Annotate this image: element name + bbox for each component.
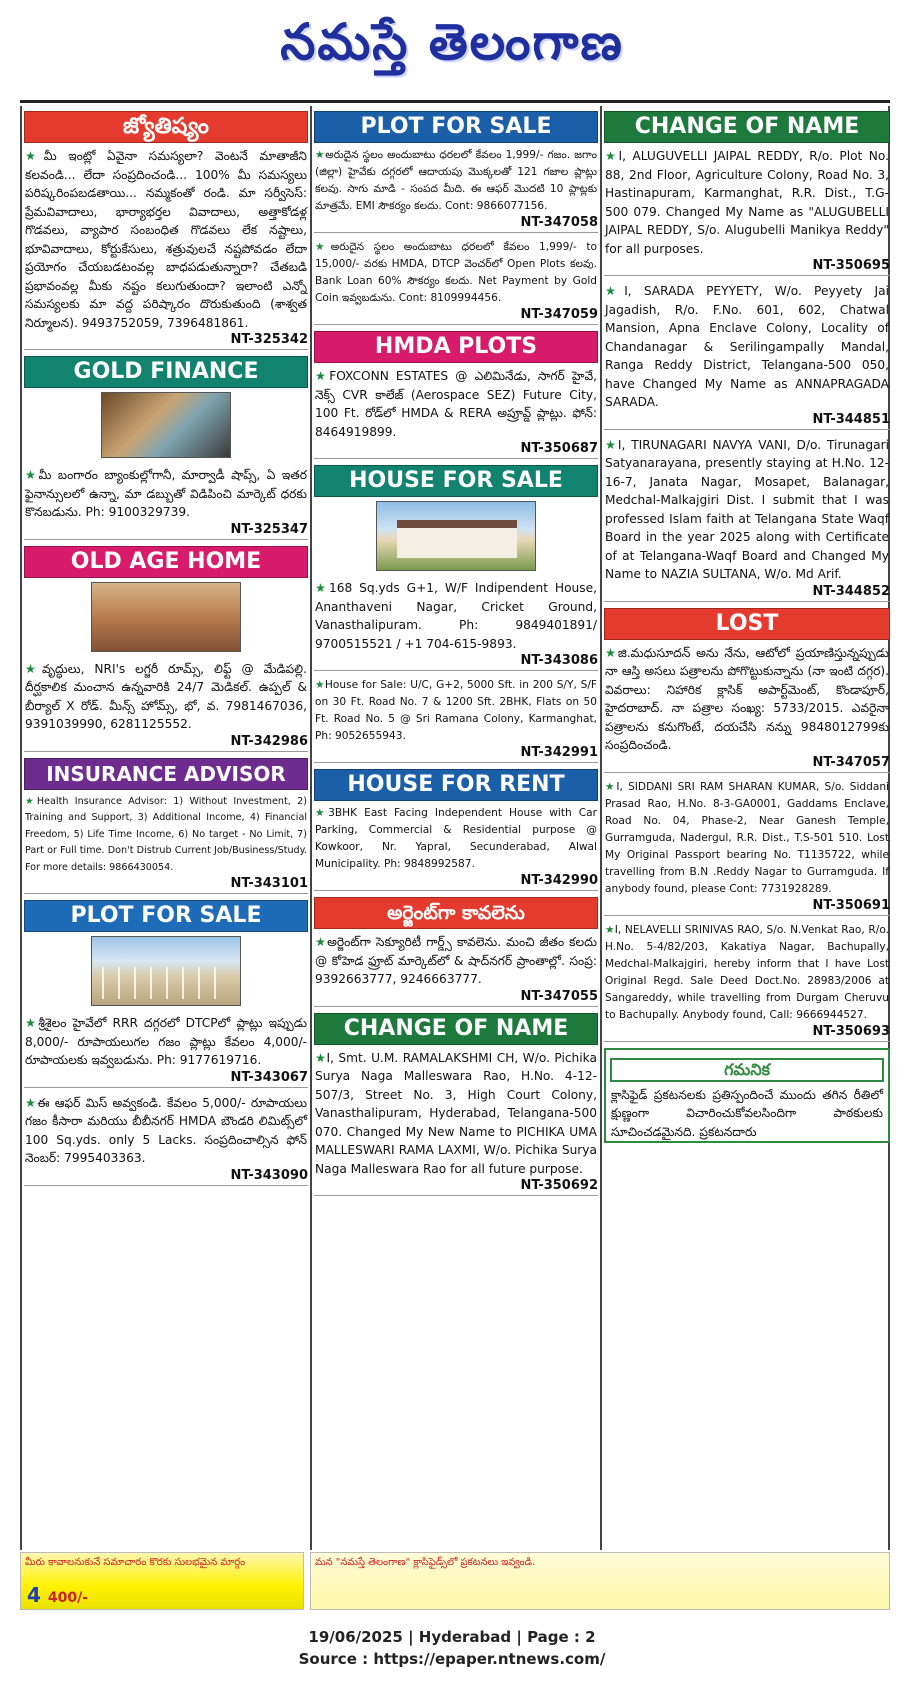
ad-code: NT-343090 xyxy=(24,1168,308,1186)
column-rule xyxy=(600,106,602,1550)
star-icon: ★ xyxy=(605,780,617,793)
column-2 xyxy=(314,109,598,1550)
star-icon: ★ xyxy=(605,149,619,163)
ad-gold-finance: ★మీ బంగారం బ్యాంకుల్లోగానీ, మార్వాడీ షాప్స్, ఏ ఇతర ఫైనాన్సులలో ఉన్నా, మా డబ్బుతో విడిపించి మార్కెట్ ధరకు కొనబడును. Ph: 9100329739. xyxy=(25,468,307,519)
column-rule xyxy=(20,106,22,1550)
ad-code: NT-347059 xyxy=(314,307,598,325)
ad-code: NT-344852 xyxy=(604,584,890,602)
ad-insurance: ★Health Insurance Advisor: 1) Without Investment, 2) Training and Support, 3) Additional Income, 4) Financial Freedom, 5) Life Time Income, 6) No target - No Limit, 7) Part or Full time. Don't Distrub Current Job/Business/Study. For more details: 9866430054. xyxy=(25,795,307,873)
ad-code: NT-343101 xyxy=(24,876,308,894)
ad-house-rent: ★3BHK East Facing Independent House with Car Parking, Commercial & Residential purpose @ Kowkoor, Nr. Yapral, Secunderabad, Alwal Municipality. Ph: 9848992587. xyxy=(315,807,598,870)
ad-code: NT-325342 xyxy=(24,332,308,350)
classifieds-page xyxy=(20,100,890,1550)
ad-plot-2: ★ఈ ఆఫర్ మిస్ అవ్వకండి. కేవలం 5,000/- రూపాయలు గజం కీసారా మరియు బీబీనగర్ HMDA బౌండరి లిమిట్స్‌లో 100 Sq.yds. only 5 Lacks. సంప్రదించాల్సిన ఫోన్ నెంబర్: 7995403363. xyxy=(25,1095,307,1165)
ad-change-of-name: ★I, Smt. U.M. RAMALAKSHMI CH, W/o. Pichika Surya Naga Malleswara Rao, H.No. 4-12-507/3, Street No. 3, High Court Colony, Vanasthalipuram, Hyderabad, Telangana-500 070. Changed My New Name to PICHIKA UMA MALLESWARI RAMA LAXMI, W/o. Pichika Surya Naga Malleswara Rao for all future purpose. xyxy=(315,1050,597,1176)
star-icon: ★ xyxy=(25,149,44,163)
star-icon: ★ xyxy=(605,437,618,452)
star-icon: ★ xyxy=(605,645,618,660)
section-header-house-for-sale: HOUSE FOR SALE xyxy=(314,465,598,497)
ad-code: NT-347058 xyxy=(314,215,598,233)
section-header-change-of-name: CHANGE OF NAME xyxy=(314,1013,598,1045)
star-icon: ★ xyxy=(25,1016,39,1030)
ad-code: NT-343067 xyxy=(24,1070,308,1088)
star-icon: ★ xyxy=(25,661,42,676)
ad-house-sale-2: ★House for Sale: U/C, G+2, 5000 Sft. in 200 S/Y, S/F on 30 Ft. Road No. 7 & 1200 Sft. 2BHK, Flats on 50 Ft. Road No. 5 @ Sri Ramana Colony, Karmanghat, Ph: 9052655943. xyxy=(315,679,597,742)
star-icon: ★ xyxy=(25,1095,38,1110)
masthead-title: నమస్తే తెలంగాణ xyxy=(280,11,624,71)
ad-code: NT-342986 xyxy=(24,734,308,752)
section-header-astrology: జ్యోతిష్యం xyxy=(24,111,308,143)
ad-code: NT-342991 xyxy=(314,745,598,763)
section-header-plot-for-sale: PLOT FOR SALE xyxy=(314,111,598,143)
star-icon: ★ xyxy=(315,1050,327,1065)
star-icon: ★ xyxy=(315,149,326,161)
column-3 xyxy=(604,109,890,1550)
section-header-urgent-wanted: అర్జెంట్‌గా కావలెను xyxy=(314,897,598,929)
banner-left xyxy=(20,1552,304,1610)
ad-code: NT-350692 xyxy=(314,1178,598,1196)
ad-urgent: ★అర్జెంట్‌గా సెక్యూరిటీ గార్డ్స్ కావలెను. మంచి జీతం కలదు @ కోహెడ ఫ్రూట్ మార్కెట్‌లో & షాద్‌నగర్ ప్రాంతాల్లో. సంప్ర: 9392663777, 9246663777. xyxy=(315,935,597,986)
ad-change-of-name-1: ★I, ALUGUVELLI JAIPAL REDDY, R/o. Plot No. 88, 2nd Floor, Agriculture Colony, Road No. 3, Hastinapuram, Karmanghat, R.R. Dist., T.G-500 079. Changed My Name as "ALUGUBELLI JAIPAL REDDY, S/o. Alugubelli Manikya Reddy" for all purposes. xyxy=(605,149,889,256)
star-icon: ★ xyxy=(25,468,39,482)
ad-plot-2: ★అరుదైన స్థలం అందుబాటు ధరలలో కేవలం 1,999/- to 15,000/- వరకు HMDA, DTCP వెంచర్‌లో Open Plots కలవు. Bank Loan 60% సౌకర్యం కలదు. Net Payment by Gold Coin ఇవ్వబడును. Cont: 8109994456. xyxy=(315,241,597,304)
ad-code: NT-343086 xyxy=(314,653,598,671)
ad-lost-1: ★జి.మధుసూదన్ అను నేను, ఆటోలో ప్రయాణిస్తున్నప్పుడు నా ఆస్తి అసలు పత్రాలను పోగొట్టుకున్నాను (నా ఇంటి దగ్గర). వివరాలు: నిహారిక క్లాసిక్ అపార్ట్‌మెంట్, కొండాపూర్, హైదరాబాద్. నా పత్రాల సంఖ్య: 5733/2015. ఎవరైనా పత్రాలను కనుగొంటే, దయచేసి నన్ను 9848012799కు సంప్రదించండి. xyxy=(605,645,889,752)
plot-photo xyxy=(91,936,241,1006)
ad-old-age-home: ★వృద్ధులు, NRI's లగ్జరీ రూమ్స్, లిఫ్ట్ @ మేడిపల్లి. దీర్ఘకాలిక మంచాన ఉన్నవారికి 24/7 మెడికల్. ఉప్పల్ & బీర్యాల్ X రోడ్. మీన్స్ హోమ్స్, భో, వ. 7981467036, 9391039990, 6281125552. xyxy=(25,661,307,731)
star-icon: ★ xyxy=(605,284,625,298)
ad-change-of-name-3: ★I, TIRUNAGARI NAVYA VANI, D/o. Tirunagari Satyanarayana, presently staying at H.No. 12-16-7, Janata Nagar, Mosapet, Balanagar, Medchal-Malkajgiri Dist. I submit that I was professed Islam faith at Telangana State Waqf Board in the year 2025 along with Certificate of at Telangana-Waqf Board and Changed My Name to NAZIA SULTANA, W/o. Md Arif. xyxy=(605,437,889,581)
ad-code: NT-344851 xyxy=(604,412,890,430)
star-icon: ★ xyxy=(25,795,37,807)
ad-code: NT-347055 xyxy=(314,989,598,1007)
notice-header: గమనిక xyxy=(610,1058,884,1082)
section-header-old-age-home: OLD AGE HOME xyxy=(24,546,308,578)
column-rule xyxy=(310,106,312,1550)
masthead xyxy=(0,0,904,95)
ad-code: NT-350687 xyxy=(314,441,598,459)
star-icon: ★ xyxy=(315,935,328,949)
ad-code: NT-325347 xyxy=(24,522,308,540)
star-icon: ★ xyxy=(315,241,331,253)
ad-code: NT-350691 xyxy=(604,898,890,916)
section-header-plot-for-sale: PLOT FOR SALE xyxy=(24,900,308,932)
star-icon: ★ xyxy=(315,679,325,691)
gold-finance-photo xyxy=(101,392,231,458)
ad-astrology: ★మీ ఇంట్లో ఏవైనా సమస్యలా? వెంటనే మాతాజీని కలవండి... లేదా సంప్రదించండి... 100% మీ సమస్యలు పరిష్కరింపబడతాయి... నమ్మకంతో రండి. మా సర్వీసెస్: ప్రేమవివాదాలు, భార్యాభర్తల వివాదాలు, అత్తాకోడళ్ల గొడవలు, వ్యాపార సంబంధిత గొడవలు లేక నష్టాలు, భూవివాదాలు, కోర్టుకేసులు, శత్రువులచే నష్టపోవడం లేదా ప్రయోగం చేయబడటంవల్ల బాధపడుతున్నారా? చేతబడి ప్రభావంవల్ల మీకు నష్టం కలుగుతుందా? ఇలాంటి ఎన్నో సమస్యలకు మా వద్ద పరిష్కారం దొరుకుతుంది (శాశ్వత నిర్మూలన). 9493752059, 7396481861. xyxy=(25,149,307,330)
footer-date-line: 19/06/2025 | Hyderabad | Page : 2 xyxy=(308,1628,596,1646)
ad-change-of-name-2: ★I, SARADA PEYYETY, W/o. Peyyety Jai Jagadish, R/o. F.No. 601, 602, Chatwal Mansion, Apna Enclave Colony, Locality of Chandanagar & Serilingampally Mandal, Ranga Reddy District, Telangana-500 050, have Changed My Name as ANNAPRAGADA SARADA. xyxy=(605,284,889,409)
section-header-change-of-name: CHANGE OF NAME xyxy=(604,111,890,143)
ad-plot-1: ★అరుదైన స్థలం అందుబాటు ధరలలో కేవలం 1,999/- గజం. జగాం (జిల్లా) హైవేకు దగ్గరలో ఆదాయపు మొక్కలతో 121 గజాల ప్లాట్లు కలవు. సాగు మాడి - సంపద మీది. ఈ ఆఫర్ మొదటి 10 ప్లాట్లకు మాత్రమే. EMI సౌకర్యం కలదు. Cont: 9866077156. xyxy=(315,149,598,212)
notice-text: క్లాసిఫైడ్ ప్రకటనలకు ప్రతిస్పందించే ముందు తగిన రీతిలో క్షుణ్ణంగా విచారించుకోవలసిందిగా పాఠకులకు సూచించడమైనది. ప్రకటనదారు xyxy=(611,1087,883,1139)
ad-code: NT-350693 xyxy=(604,1024,890,1042)
section-header-lost: LOST xyxy=(604,608,890,640)
star-icon: ★ xyxy=(315,581,329,595)
ad-lost-2: ★I, SIDDANI SRI RAM SHARAN KUMAR, S/o. Siddani Prasad Rao, H.No. 8-3-GA0001, Gaddams Enclave, Road No. 04, Phase-2, Near Ganesh Temple, Gurramguda, Nadergul, R.R. Dist., T.S-501 510. Lost My Original Passport bearing No. T1135722, while travelling from B.N .Reddy Nagar to Gurramguda. If anybody found, please Cont: 7731928289. xyxy=(605,780,889,895)
ad-plot-1: ★శ్రీశైలం హైవేలో RRR దగ్గరలో DTCPలో ప్లాట్లు ఇప్పుడు 8,000/- రూపాయలుగల గజం ప్లాట్లు కేవలం 4,000/- రూపాయలకు ఇవ్వబడును. Ph: 9177619716. xyxy=(25,1016,307,1067)
house-roof xyxy=(397,520,517,558)
section-header-gold-finance: GOLD FINANCE xyxy=(24,356,308,388)
old-age-home-photo xyxy=(91,582,241,652)
bottom-banner xyxy=(20,1552,890,1610)
banner-right-text: మన "నమస్తే తెలంగాణ" క్లాసిఫైడ్స్‌లో ప్రకటనలు ఇవ్వండి. xyxy=(315,1557,536,1568)
star-icon: ★ xyxy=(315,807,329,819)
ad-hmda: ★FOXCONN ESTATES @ ఎలిమినేడు, సాగర్ హైవే, నెక్స్ CVR కాలేజ్ (Aerospace SEZ) Future City, 100 Ft. రోడ్‌లో HMDA & RERA అప్రూవ్డ్ ప్లాట్లు. ఫోన్: 8464919899. xyxy=(315,369,597,439)
banner-right xyxy=(310,1552,890,1610)
footer-source-line[interactable]: Source : https://epaper.ntnews.com/ xyxy=(298,1650,606,1668)
star-icon: ★ xyxy=(315,369,330,383)
section-header-house-for-rent: HOUSE FOR RENT xyxy=(314,769,598,801)
banner-left-text: మీరు కావాలనుకునే సమాచారం కొరకు సులభమైన మార్గం xyxy=(25,1557,246,1568)
banner-left-figures: 4 400/- xyxy=(27,1583,89,1607)
section-header-insurance-advisor: INSURANCE ADVISOR xyxy=(24,758,308,790)
ad-code: NT-347057 xyxy=(604,755,890,773)
column-1 xyxy=(24,109,308,1550)
plot-lines xyxy=(102,967,230,999)
section-header-hmda-plots: HMDA PLOTS xyxy=(314,331,598,363)
ad-lost-3: ★I, NELAVELLI SRINIVAS RAO, S/o. N.Venkat Rao, R/o. H.No. 5-4/82/203, Kakatiya Nagar, Bachupally, Medchal-Malkajgiri, hereby inform that I have Lost Original Regd. Sale Deed Doct.No. 28983/2006 at Sangareddy, while travelling from Durgam Cheruvu to Bachupally. Anybody found, Call: 9666944527. xyxy=(605,923,890,1021)
ad-code: NT-342990 xyxy=(314,873,598,891)
notice-box xyxy=(604,1048,890,1144)
house-photo xyxy=(376,501,536,571)
ad-house-sale-1: ★168 Sq.yds G+1, W/F Indipendent House, Ananthaveni Nagar, Cricket Ground, Vanasthalipuram. Ph: 9849401891/ 9700515521 / +1 704-615-9893. xyxy=(315,581,597,651)
star-icon: ★ xyxy=(605,923,615,936)
ad-code: NT-350695 xyxy=(604,258,890,276)
